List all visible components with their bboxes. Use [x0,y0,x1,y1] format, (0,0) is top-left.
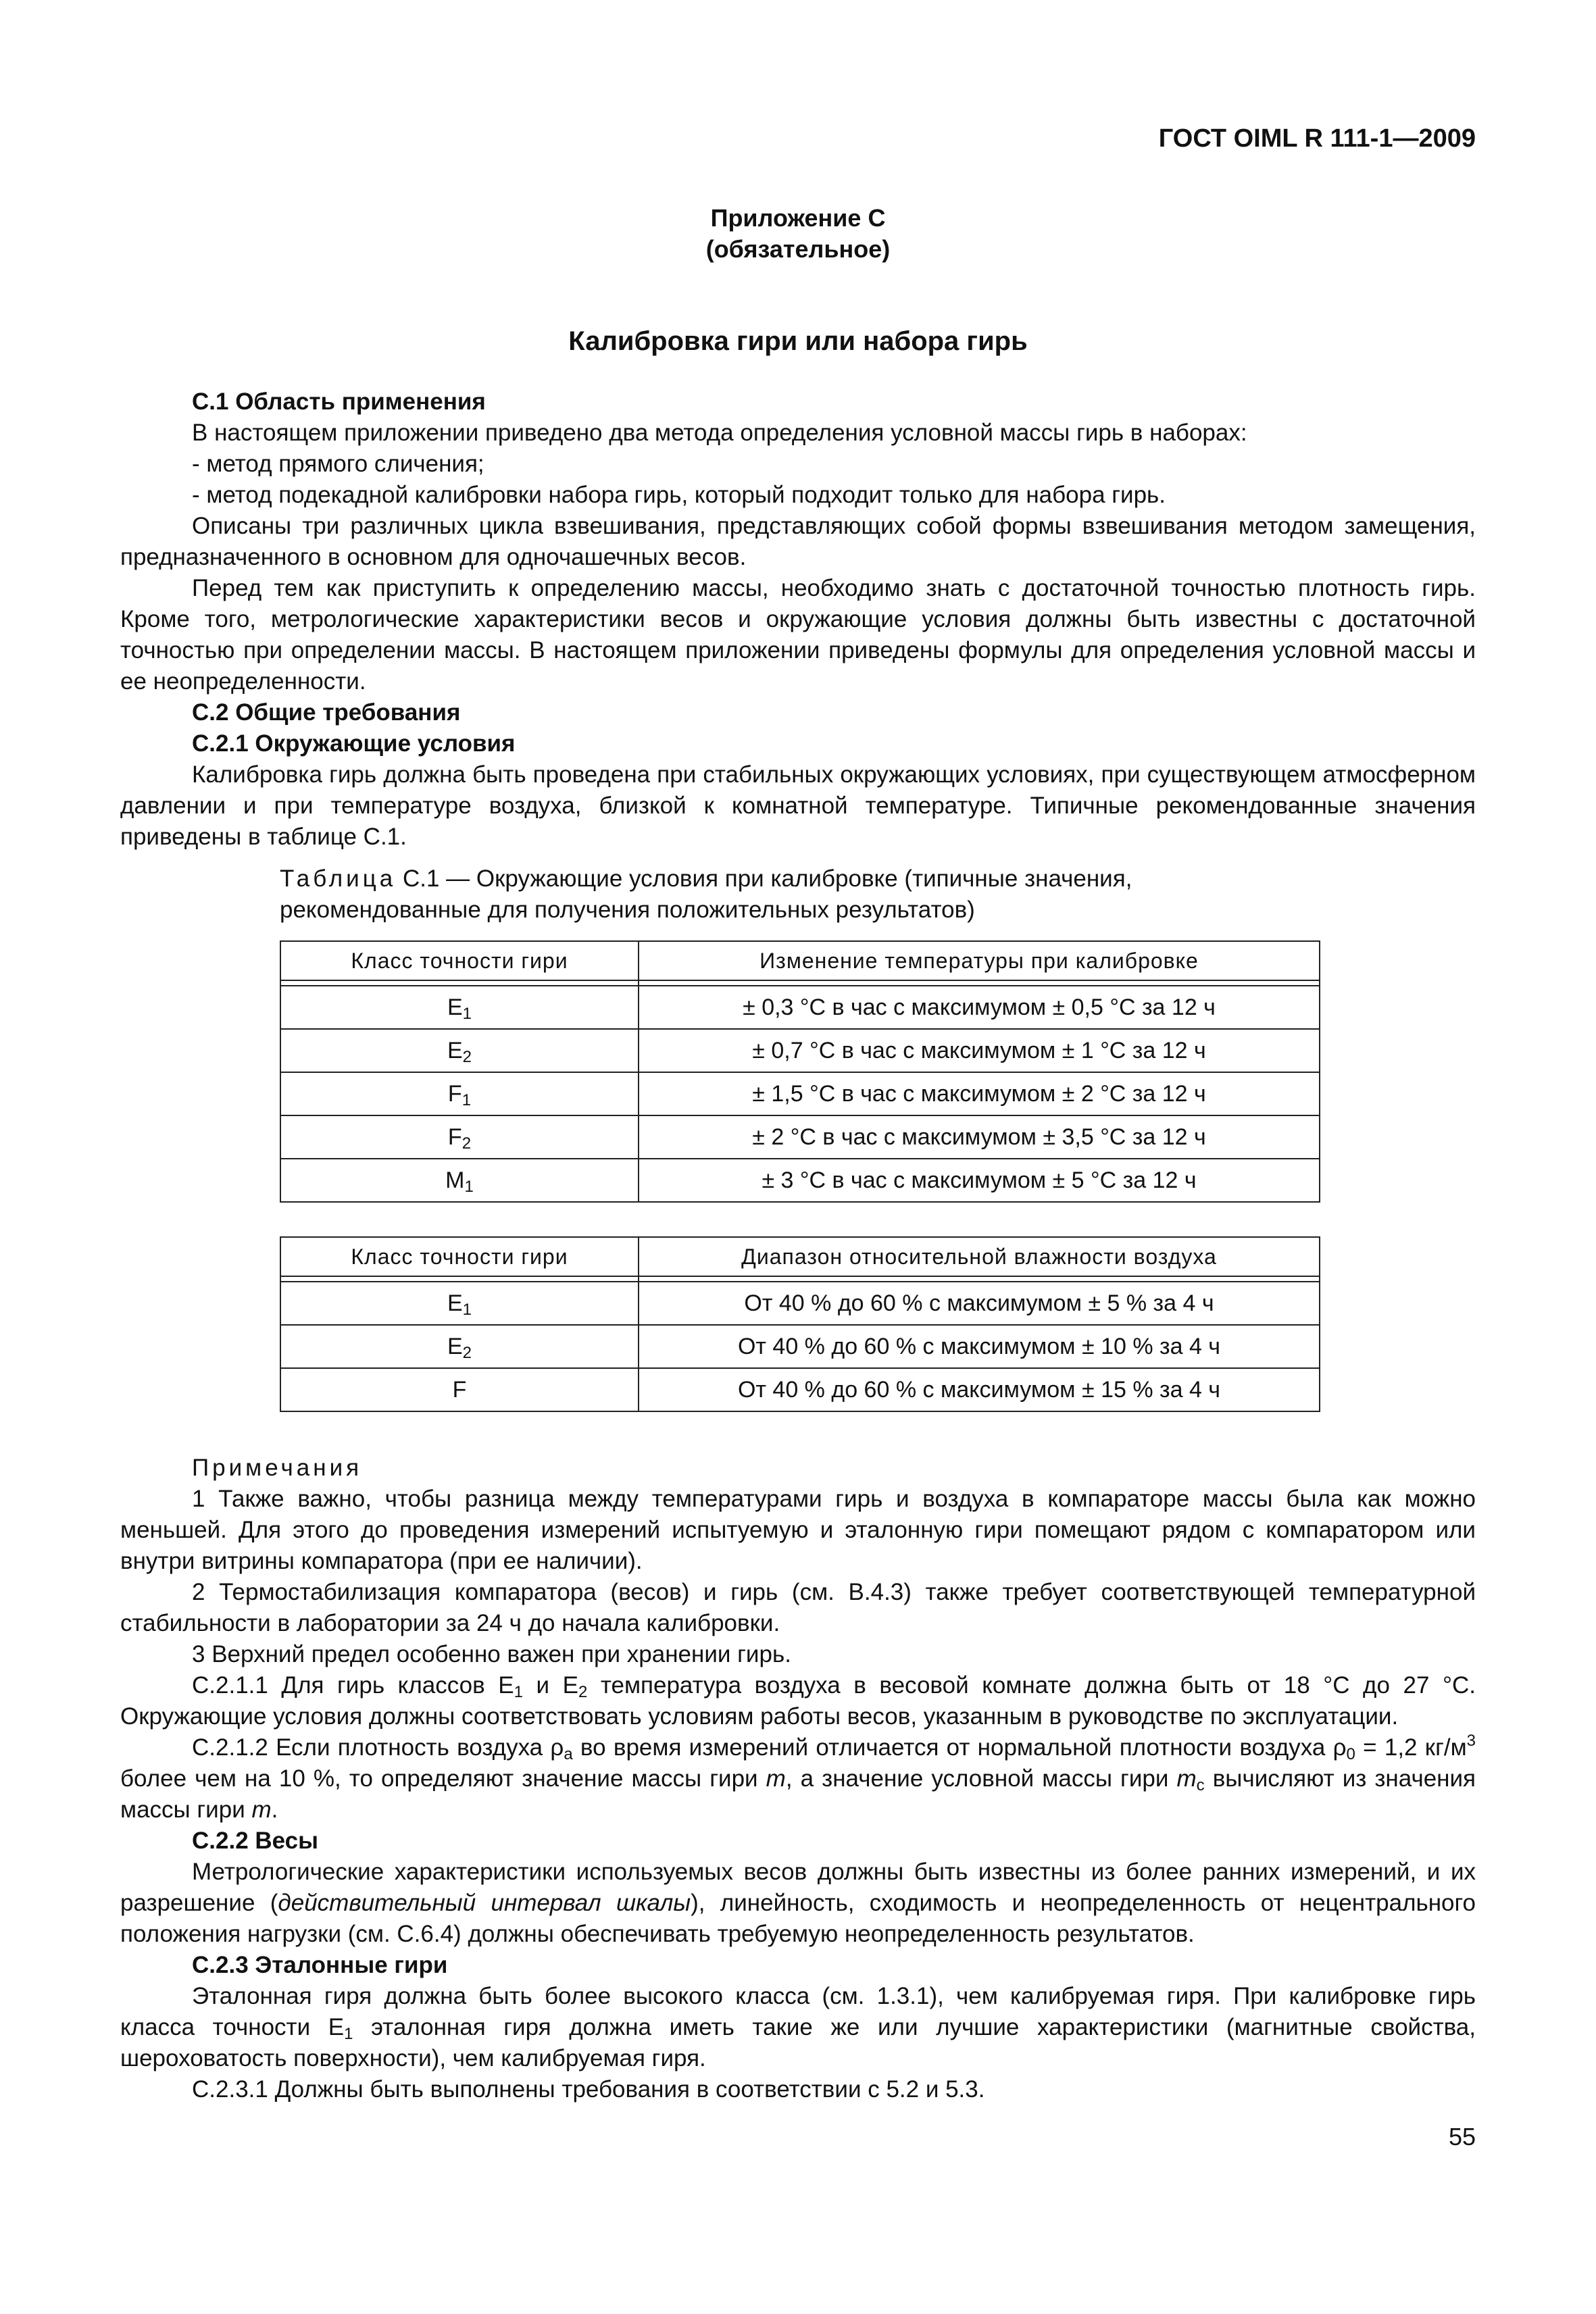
class-cell: $E_2$ [280,1325,639,1368]
annex-title: Калибровка гири или набора гирь [568,326,1028,356]
table-row [280,1325,1320,1368]
note-item: 2 Термостабилизация компаратора (весов) и гирь (см. В.4.3) также требует соответствующей температурной стабильности в лаборатории за 24 ч до начала калибровки. [120,1579,1476,1636]
notes-and-sections [120,1453,1476,2105]
list-item: - метод подекадной калибровки набора гирь, который подходит только для набора гирь. [192,482,1166,508]
class-cell: $E_2$ [280,1029,639,1072]
list-item: - метод прямого сличения; [192,451,484,477]
table-header-row [280,1237,1320,1276]
intro-sections [120,386,1476,853]
paragraph-c22: Метрологические характеристики используемых весов должны быть известны из более ранних измерений, и их разрешение (действительный интервал шкалы), линейность, сходимость и неопределенность от нецентрального положения нагрузки (см. С.6.4) должны обеспечивать требуемую неопределенность результатов. [120,1859,1476,1947]
temperature-table [280,940,1320,1203]
table-row [280,1282,1320,1325]
annex-heading [0,203,1596,265]
value-cell: От 40 % до 60 % с максимумом ± 10 % за 4 ч [639,1325,1320,1368]
value-cell: ± 0,3 °С в час с максимумом ± 0,5 °С за 12 ч [639,986,1320,1029]
table-caption-word: Таблица [280,865,397,892]
notes-heading: Примечания [192,1455,363,1481]
table-row [280,1029,1320,1072]
table-row [280,1072,1320,1115]
paragraph-c212: С.2.1.2 Если плотность воздуха $\rho_a$ во время измерений отличается от нормальной плотности воздуха $\rho_0 = 1,2$ $кг/м^3$ более чем на 10 %, то определяют значение массы гири m, а значение условной массы гири $m_c$ вычисляют из значения массы гири m. [120,1732,1476,1823]
paragraph: Перед тем как приступить к определению массы, необходимо знать с достаточной точностью плотность гирь. Кроме того, метрологические характеристики весов и окружающие условия должны быть известны с достаточной точностью при определении массы. В настоящем приложении приведены формулы для определения условной массы и ее неопределенности. [120,575,1476,695]
value-cell: ± 3 °С в час с максимумом ± 5 °С за 12 ч [639,1159,1320,1202]
paragraph: Калибровка гирь должна быть проведена при стабильных окружающих условиях, при существующем атмосферном давлении и при температуре воздуха, близкой к комнатной температуре. Типичные рекомендованные значения приведены в таблице С.1. [120,761,1476,850]
table-row [280,986,1320,1029]
section-heading-c2: С.2 Общие требования [192,699,461,726]
paragraph-c211: С.2.1.1 Для гирь классов $E_1$ и $E_2$ температура воздуха в весовой комнате должна быть от 18 °С до 27 °С. Окружающие условия должны соответствовать условиям работы весов, указанным в руководстве по эксплуатации. [120,1672,1476,1730]
note-item: 3 Верхний предел особенно важен при хранении гирь. [192,1641,791,1667]
value-cell: От 40 % до 60 % с максимумом ± 5 % за 4 ч [639,1282,1320,1325]
paragraph: Описаны три различных цикла взвешивания, представляющих собой формы взвешивания методом замещения, предназначенного в основном для одночашечных весов. [120,513,1476,570]
value-cell: ± 0,7 °С в час с максимумом ± 1 °С за 12 ч [639,1029,1320,1072]
table-header-cell: Класс точности гири [280,941,639,980]
table-caption [280,863,1320,926]
table-caption-text: С.1 — Окружающие условия при калибровке (типичные значения, рекомендованные для получения положительных результатов) [280,865,1132,923]
standard-code-header: ГОСТ OIML R 111-1—2009 [1158,124,1476,153]
class-cell: $F_2$ [280,1115,639,1159]
table-header-cell: Изменение температуры при калибровке [639,941,1320,980]
paragraph: В настоящем приложении приведено два метода определения условной массы гирь в наборах: [192,420,1247,446]
table-row [280,1115,1320,1159]
paragraph-c231: С.2.3.1 Должны быть выполнены требования в соответствии с 5.2 и 5.3. [192,2076,985,2103]
table-header-row [280,941,1320,980]
section-heading-c23: С.2.3 Эталонные гири [192,1952,448,1978]
value-cell: ± 1,5 °С в час с максимумом ± 2 °С за 12 ч [639,1072,1320,1115]
class-cell: $E_1$ [280,986,639,1029]
annex-label: Приложение С [710,204,886,232]
table-header-cell: Диапазон относительной влажности воздуха [639,1237,1320,1276]
table-row [280,1159,1320,1202]
class-cell: $M_1$ [280,1159,639,1202]
page-number: 55 [1448,2123,1476,2150]
class-cell: $E_1$ [280,1282,639,1325]
annex-status: (обязательное) [705,235,891,263]
paragraph-c23: Эталонная гиря должна быть более высокого класса (см. 1.3.1), чем калибруемая гиря. При калибровке гирь класса точности $E_1$ эталонная гиря должна иметь такие же или лучшие характеристики (магнитные свойства, шероховатость поверхности), чем калибруемая гиря. [120,1983,1476,2071]
table-header-cell: Класс точности гири [280,1237,639,1276]
table-row [280,1368,1320,1411]
section-heading-c21: С.2.1 Окружающие условия [192,730,516,757]
section-heading-c22: С.2.2 Весы [192,1828,319,1854]
class-cell: F [280,1368,639,1411]
note-item: 1 Также важно, чтобы разница между температурами гирь и воздуха в компараторе массы была как можно меньшей. Для этого до проведения измерений испытуемую и эталонную гири помещают рядом с компаратором или внутри витрины компаратора (при ее наличии). [120,1486,1476,1574]
humidity-table [280,1236,1320,1412]
class-cell: $F_1$ [280,1072,639,1115]
value-cell: От 40 % до 60 % с максимумом ± 15 % за 4 ч [639,1368,1320,1411]
section-heading-c1: С.1 Область применения [192,388,486,415]
value-cell: ± 2 °С в час с максимумом ± 3,5 °С за 12 ч [639,1115,1320,1159]
